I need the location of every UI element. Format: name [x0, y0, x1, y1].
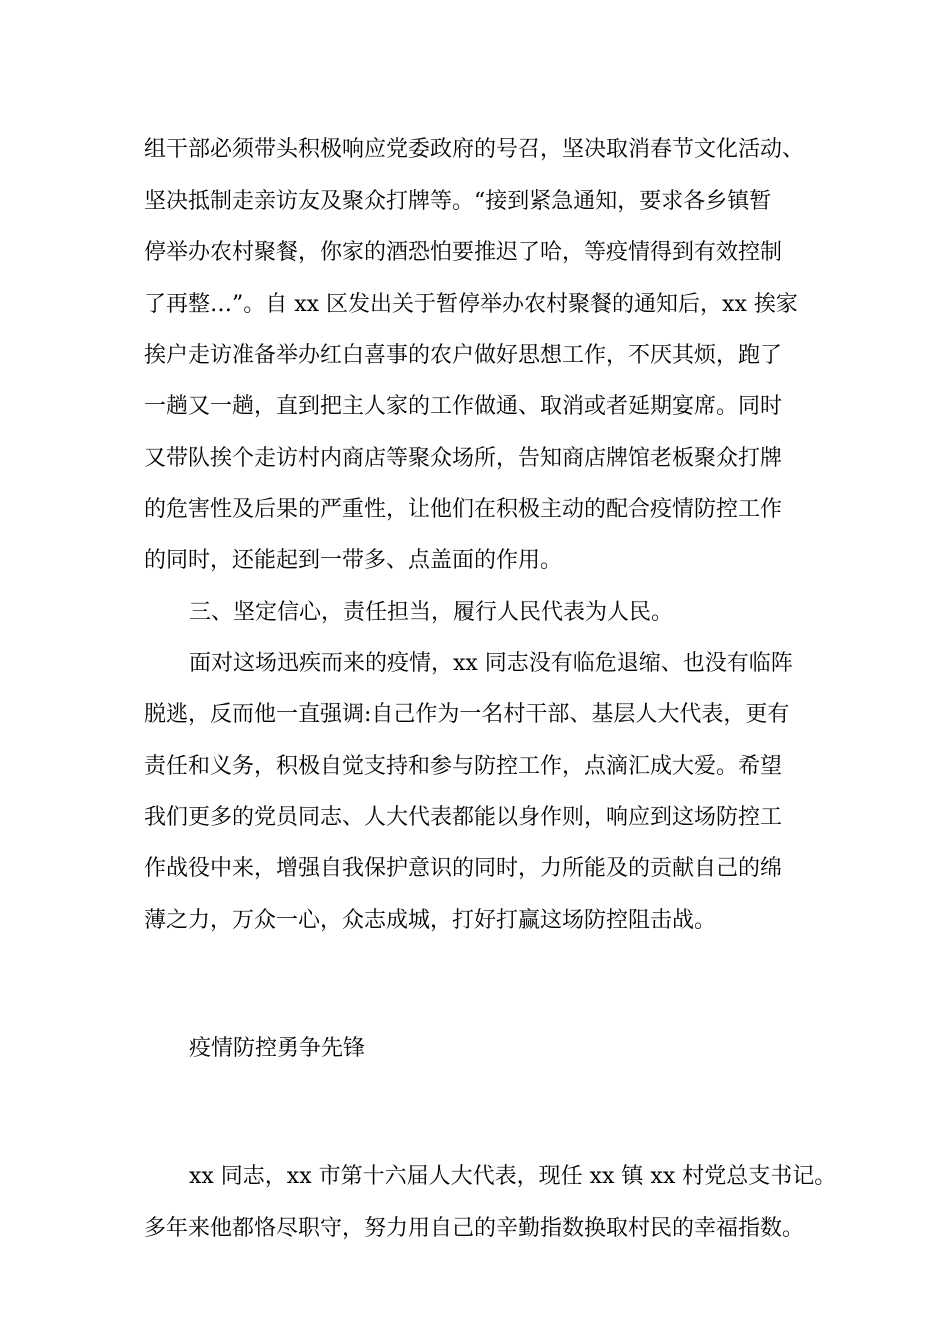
text-line: 停举办农村聚餐，你家的酒恐怕要推迟了哈，等疫情得到有效控制: [144, 240, 783, 265]
text-line: 我们更多的党员同志、人大代表都能以身作则，响应到这场防控工: [144, 805, 783, 830]
text-line: 责任和义务，积极自觉支持和参与防控工作，点滴汇成大爱。希望: [144, 754, 783, 779]
text-line: 组干部必须带头积极响应党委政府的号召，坚决取消春节文化活动、: [144, 137, 805, 162]
text-line: 的危害性及后果的严重性，让他们在积极主动的配合疫情防控工作: [144, 497, 783, 522]
text-line: 一趟又一趟，直到把主人家的工作做通、取消或者延期宴席。同时: [144, 394, 783, 419]
text-line: 坚决抵制走亲访友及聚众打牌等。“接到紧急通知，要求各乡镇暂: [144, 189, 772, 214]
section-heading: 三、坚定信心，责任担当，履行人民代表为人民。: [189, 600, 674, 625]
text-line: 作战役中来，增强自我保护意识的同时，力所能及的贡献自己的绵: [144, 856, 783, 881]
article-title: 疫情防控勇争先锋: [189, 1036, 366, 1061]
text-line: 又带队挨个走访村内商店等聚众场所，告知商店牌馆老板聚众打牌: [144, 446, 783, 471]
text-line: 的同时，还能起到一带多、点盖面的作用。: [144, 548, 563, 573]
text-line: 了再整…”。自 xx 区发出关于暂停举办农村聚餐的通知后，xx 挨家: [144, 292, 798, 317]
text-line: 多年来他都恪尽职守，努力用自己的辛勤指数换取村民的幸福指数。: [144, 1216, 805, 1241]
text-line: 脱逃，反而他一直强调:自己作为一名村干部、基层人大代表，更有: [144, 702, 790, 727]
text-line: 挨户走访准备举办红白喜事的农户做好思想工作，不厌其烦，跑了: [144, 343, 783, 368]
text-line: 薄之力，万众一心，众志成城，打好打赢这场防控阻击战。: [144, 908, 717, 933]
text-line: xx 同志，xx 市第十六届人大代表，现任 xx 镇 xx 村党总支书记。: [189, 1164, 837, 1189]
text-line: 面对这场迅疾而来的疫情，xx 同志没有临危退缩、也没有临阵: [189, 651, 793, 676]
